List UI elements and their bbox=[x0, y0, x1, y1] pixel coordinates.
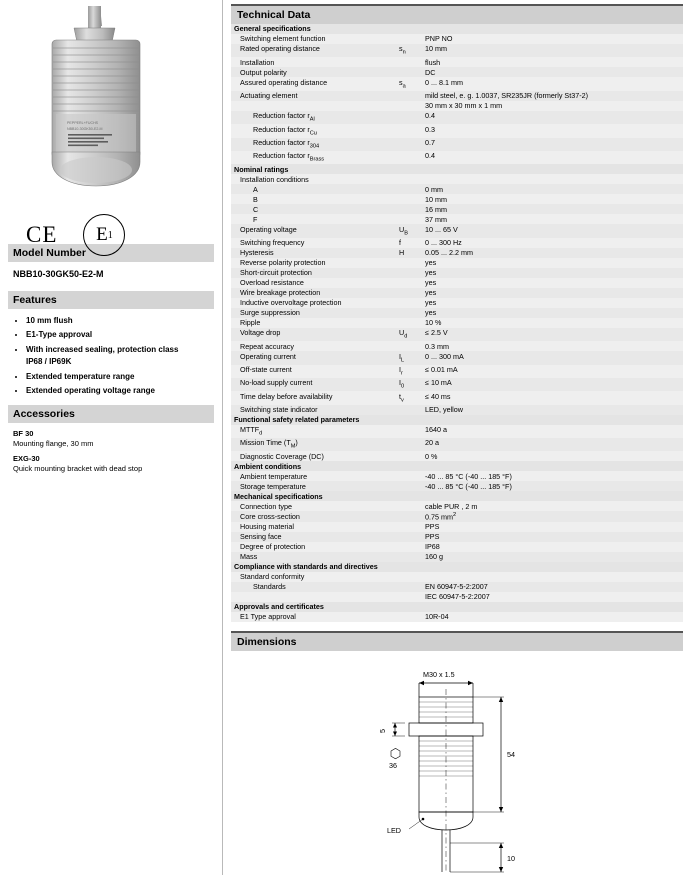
table-row bbox=[231, 612, 683, 622]
dim-flange-label: 5 bbox=[378, 728, 387, 733]
cell-value bbox=[425, 572, 683, 582]
table-group-row bbox=[231, 491, 683, 501]
cell-symbol bbox=[399, 57, 425, 67]
e1-letter: E bbox=[96, 224, 108, 245]
feature-text: With increased sealing, protection class bbox=[26, 344, 179, 354]
cell-label: Standard conformity bbox=[231, 572, 399, 582]
cell-label: Mechanical specifications bbox=[231, 491, 399, 501]
cell-label: Diagnostic Coverage (DC) bbox=[231, 451, 399, 461]
cell-symbol bbox=[399, 405, 425, 415]
cell-label: Switching state indicator bbox=[231, 405, 399, 415]
cell-symbol bbox=[399, 204, 425, 214]
table-row bbox=[231, 184, 683, 194]
accessory-desc: Mounting flange, 30 mm bbox=[13, 439, 94, 449]
cell-label: Reduction factor $r_{Brass}$ bbox=[231, 151, 399, 164]
table-row bbox=[231, 405, 683, 415]
table-row bbox=[231, 378, 683, 391]
cell-value: 10 % bbox=[425, 318, 683, 328]
cell-symbol bbox=[399, 138, 425, 151]
cell-label: Repeat accuracy bbox=[231, 341, 399, 351]
e1-approval-icon bbox=[83, 214, 125, 256]
cell-label: Overload resistance bbox=[231, 278, 399, 288]
cell-symbol bbox=[399, 184, 425, 194]
cell-symbol: $U_d$ bbox=[399, 328, 425, 341]
table-row bbox=[231, 214, 683, 224]
table-row bbox=[231, 67, 683, 77]
cell-value: 0 ... 8.1 mm bbox=[425, 77, 683, 90]
cell-value: ≤ 10 mA bbox=[425, 378, 683, 391]
cell-value: 10 mm bbox=[425, 194, 683, 204]
cell-label: No-load supply current bbox=[231, 378, 399, 391]
cell-label: $MTTF_d$ bbox=[231, 425, 399, 438]
cell-value: yes bbox=[425, 258, 683, 268]
table-row bbox=[231, 522, 683, 532]
cell-symbol: $t_v$ bbox=[399, 391, 425, 404]
cell-symbol bbox=[399, 471, 425, 481]
table-row bbox=[231, 278, 683, 288]
cell-label: Short-circuit protection bbox=[231, 268, 399, 278]
cell-symbol: $s_a$ bbox=[399, 77, 425, 90]
cell-label: Installation bbox=[231, 57, 399, 67]
cell-symbol bbox=[399, 124, 425, 137]
cell-value: 160 g bbox=[425, 552, 683, 562]
cell-symbol bbox=[399, 592, 425, 602]
cell-label: Off-state current bbox=[231, 365, 399, 378]
cell-symbol bbox=[399, 522, 425, 532]
cell-label: Time delay before availability bbox=[231, 391, 399, 404]
cell-value bbox=[425, 461, 683, 471]
cell-value: 37 mm bbox=[425, 214, 683, 224]
cell-value: -40 ... 85 °C (-40 ... 185 °F) bbox=[425, 481, 683, 491]
cell-label: Switching element function bbox=[231, 34, 399, 44]
cell-label: Ambient conditions bbox=[231, 461, 399, 471]
cell-value: 0.3 bbox=[425, 124, 683, 137]
product-photo bbox=[8, 6, 214, 247]
cell-symbol bbox=[399, 415, 425, 425]
right-column bbox=[231, 4, 683, 886]
cell-label: Wire breakage protection bbox=[231, 288, 399, 298]
cell-symbol bbox=[399, 552, 425, 562]
cell-value: ≤ 0.01 mA bbox=[425, 365, 683, 378]
cell-symbol: $I_r$ bbox=[399, 365, 425, 378]
cell-label: Rated operating distance bbox=[231, 44, 399, 57]
cell-symbol bbox=[399, 278, 425, 288]
table-row bbox=[231, 34, 683, 44]
cell-symbol bbox=[399, 532, 425, 542]
cell-symbol bbox=[399, 425, 425, 438]
cell-label: Core cross-section bbox=[231, 511, 399, 521]
table-row bbox=[231, 318, 683, 328]
table-row bbox=[231, 124, 683, 137]
cell-value: PPS bbox=[425, 532, 683, 542]
cell-label bbox=[231, 592, 399, 602]
cell-symbol bbox=[399, 174, 425, 184]
cell-value: DC bbox=[425, 67, 683, 77]
table-row bbox=[231, 511, 683, 521]
table-group-row bbox=[231, 415, 683, 425]
dim-cable-label: 10 bbox=[507, 853, 515, 863]
cell-value: 10 mm bbox=[425, 44, 683, 57]
table-row bbox=[231, 572, 683, 582]
cell-value: yes bbox=[425, 308, 683, 318]
ce-icon: CE bbox=[26, 222, 58, 247]
cell-symbol: $I_L$ bbox=[399, 351, 425, 364]
cell-value: IP68 bbox=[425, 542, 683, 552]
model-number-value: NBB10-30GK50-E2-M bbox=[13, 269, 104, 279]
table-group-row bbox=[231, 24, 683, 34]
cell-label: General specifications bbox=[231, 24, 399, 34]
table-row bbox=[231, 592, 683, 602]
table-row bbox=[231, 365, 683, 378]
table-row bbox=[231, 582, 683, 592]
dim-hex-label: 36 bbox=[389, 760, 397, 770]
cell-symbol bbox=[399, 288, 425, 298]
feature-text: IP68 / IP69K bbox=[26, 357, 72, 367]
cell-value bbox=[425, 164, 683, 174]
cell-symbol bbox=[399, 572, 425, 582]
table-row bbox=[231, 174, 683, 184]
table-row bbox=[231, 288, 683, 298]
cell-value: 10 ... 65 V bbox=[425, 224, 683, 237]
cell-symbol bbox=[399, 451, 425, 461]
cell-symbol bbox=[399, 491, 425, 501]
cell-value: 30 mm x 30 mm x 1 mm bbox=[425, 101, 683, 111]
cell-symbol: $s_n$ bbox=[399, 44, 425, 57]
cell-label: Operating current bbox=[231, 351, 399, 364]
e1-digit: 1 bbox=[107, 229, 113, 241]
list-item bbox=[26, 344, 214, 369]
cell-label: Reverse polarity protection bbox=[231, 258, 399, 268]
cell-label: Approvals and certificates bbox=[231, 602, 399, 612]
certification-marks bbox=[26, 214, 125, 256]
cell-symbol bbox=[399, 501, 425, 511]
cell-value bbox=[425, 24, 683, 34]
dim-height-label: 54 bbox=[507, 749, 515, 759]
cell-label: Mass bbox=[231, 552, 399, 562]
cell-label: A bbox=[231, 184, 399, 194]
svg-text:NBB10-30GK50-E2-M: NBB10-30GK50-E2-M bbox=[67, 127, 103, 131]
cell-symbol bbox=[399, 151, 425, 164]
left-column bbox=[0, 0, 222, 875]
cell-label: F bbox=[231, 214, 399, 224]
cell-label: Inductive overvoltage protection bbox=[231, 298, 399, 308]
cell-label: Reduction factor $r_{304}$ bbox=[231, 138, 399, 151]
cell-symbol: $I_0$ bbox=[399, 378, 425, 391]
cell-label: Hysteresis bbox=[231, 248, 399, 258]
table-row bbox=[231, 91, 683, 101]
cell-value: 0.7 bbox=[425, 138, 683, 151]
cell-symbol bbox=[399, 101, 425, 111]
features-header: Features bbox=[8, 291, 214, 309]
cell-symbol bbox=[399, 562, 425, 572]
cell-value: PNP NO bbox=[425, 34, 683, 44]
cell-value: 0.05 ... 2.2 mm bbox=[425, 248, 683, 258]
table-row bbox=[231, 194, 683, 204]
cell-value: flush bbox=[425, 57, 683, 67]
cell-value: 0 % bbox=[425, 451, 683, 461]
cell-label bbox=[231, 101, 399, 111]
cell-symbol bbox=[399, 481, 425, 491]
cell-value: LED, yellow bbox=[425, 405, 683, 415]
cell-label: Storage temperature bbox=[231, 481, 399, 491]
table-row bbox=[231, 391, 683, 404]
list-item: • Extended operating voltage range bbox=[26, 385, 214, 397]
table-row bbox=[231, 341, 683, 351]
table-group-row bbox=[231, 602, 683, 612]
svg-text:PEPPERL+FUCHS: PEPPERL+FUCHS bbox=[67, 121, 99, 125]
list-item: • 10 mm flush bbox=[26, 315, 214, 327]
cell-symbol bbox=[399, 341, 425, 351]
cell-value: 0 ... 300 mA bbox=[425, 351, 683, 364]
table-row bbox=[231, 44, 683, 57]
cell-symbol bbox=[399, 214, 425, 224]
cell-value: mild steel, e. g. 1.0037, SR235JR (formerly St37-2) bbox=[425, 91, 683, 101]
table-row bbox=[231, 532, 683, 542]
technical-data-header: Technical Data bbox=[231, 4, 683, 24]
cell-value bbox=[425, 174, 683, 184]
accessory-name: BF 30 bbox=[13, 429, 34, 439]
cell-label: Ripple bbox=[231, 318, 399, 328]
table-row bbox=[231, 308, 683, 318]
cell-symbol bbox=[399, 318, 425, 328]
cell-symbol bbox=[399, 194, 425, 204]
cell-value: 0 ... 300 Hz bbox=[425, 238, 683, 248]
table-row bbox=[231, 298, 683, 308]
cell-symbol: H bbox=[399, 248, 425, 258]
cell-label: Voltage drop bbox=[231, 328, 399, 341]
cell-value bbox=[425, 562, 683, 572]
table-row bbox=[231, 101, 683, 111]
accessory-desc: Quick mounting bracket with dead stop bbox=[13, 463, 143, 473]
cell-label: Connection type bbox=[231, 501, 399, 511]
cell-symbol bbox=[399, 91, 425, 101]
cell-value: -40 ... 85 °C (-40 ... 185 °F) bbox=[425, 471, 683, 481]
table-row bbox=[231, 258, 683, 268]
list-item: • E1-Type approval bbox=[26, 329, 214, 341]
cell-value: cable PUR , 2 m bbox=[425, 501, 683, 511]
table-group-row bbox=[231, 164, 683, 174]
table-row bbox=[231, 224, 683, 237]
cell-symbol bbox=[399, 308, 425, 318]
model-number-header: Model Number bbox=[8, 244, 214, 262]
table-row bbox=[231, 542, 683, 552]
table-row bbox=[231, 438, 683, 451]
cell-label: C bbox=[231, 204, 399, 214]
cell-value bbox=[425, 491, 683, 501]
technical-data-table bbox=[231, 24, 683, 622]
cell-value: yes bbox=[425, 298, 683, 308]
cell-label: Switching frequency bbox=[231, 238, 399, 248]
cell-value bbox=[425, 602, 683, 612]
cell-symbol bbox=[399, 258, 425, 268]
cell-value: yes bbox=[425, 278, 683, 288]
cell-label: Installation conditions bbox=[231, 174, 399, 184]
table-row bbox=[231, 248, 683, 258]
accessories-list bbox=[8, 423, 214, 474]
table-row bbox=[231, 77, 683, 90]
cell-label: Reduction factor $r_{Cu}$ bbox=[231, 124, 399, 137]
cell-value: yes bbox=[425, 268, 683, 278]
cell-value: yes bbox=[425, 288, 683, 298]
dimensions-drawing bbox=[231, 651, 683, 886]
cell-value: PPS bbox=[425, 522, 683, 532]
cell-symbol bbox=[399, 24, 425, 34]
cell-symbol bbox=[399, 511, 425, 521]
table-row bbox=[231, 138, 683, 151]
cell-value: EN 60947-5-2:2007 bbox=[425, 582, 683, 592]
table-row bbox=[231, 238, 683, 248]
cell-symbol bbox=[399, 602, 425, 612]
cell-value: 0.4 bbox=[425, 151, 683, 164]
cell-value: IEC 60947-5-2:2007 bbox=[425, 592, 683, 602]
column-divider bbox=[222, 0, 223, 875]
cell-symbol bbox=[399, 542, 425, 552]
cell-label: E1 Type approval bbox=[231, 612, 399, 622]
cell-symbol bbox=[399, 461, 425, 471]
sensor-illustration bbox=[22, 6, 182, 211]
features-list bbox=[8, 315, 214, 397]
table-row bbox=[231, 425, 683, 438]
table-row bbox=[231, 481, 683, 491]
list-item: • Extended temperature range bbox=[26, 371, 214, 383]
cell-symbol bbox=[399, 164, 425, 174]
cell-label: Ambient temperature bbox=[231, 471, 399, 481]
cell-symbol bbox=[399, 298, 425, 308]
cell-label: Mission Time $(T_M)$ bbox=[231, 438, 399, 451]
table-row bbox=[231, 204, 683, 214]
cell-value: ≤ 2.5 V bbox=[425, 328, 683, 341]
cell-label: Actuating element bbox=[231, 91, 399, 101]
accessories-header: Accessories bbox=[8, 405, 214, 423]
cell-symbol bbox=[399, 34, 425, 44]
cell-symbol: $U_B$ bbox=[399, 224, 425, 237]
cell-label: Operating voltage bbox=[231, 224, 399, 237]
cell-label: Reduction factor $r_{Al}$ bbox=[231, 111, 399, 124]
cell-value: 0 mm bbox=[425, 184, 683, 194]
dimension-diagram bbox=[361, 657, 571, 882]
cell-label: Assured operating distance bbox=[231, 77, 399, 90]
table-row bbox=[231, 471, 683, 481]
table-group-row bbox=[231, 562, 683, 572]
cell-symbol bbox=[399, 438, 425, 451]
cell-label: Standards bbox=[231, 582, 399, 592]
cell-label: Functional safety related parameters bbox=[231, 415, 399, 425]
table-row bbox=[231, 111, 683, 124]
table-row bbox=[231, 501, 683, 511]
accessory-name: EXG-30 bbox=[13, 453, 40, 463]
cell-symbol: f bbox=[399, 238, 425, 248]
table-row bbox=[231, 351, 683, 364]
table-row bbox=[231, 552, 683, 562]
cell-symbol bbox=[399, 612, 425, 622]
cell-value: 0.3 mm bbox=[425, 341, 683, 351]
cell-label: Surge suppression bbox=[231, 308, 399, 318]
cell-label: Compliance with standards and directives bbox=[231, 562, 399, 572]
cell-value: 20 a bbox=[425, 438, 683, 451]
cell-symbol bbox=[399, 268, 425, 278]
cell-label: Sensing face bbox=[231, 532, 399, 542]
cell-value: 0.75 $mm^2$ bbox=[425, 511, 683, 521]
cell-value: 10R-04 bbox=[425, 612, 683, 622]
cell-value: 1640 a bbox=[425, 425, 683, 438]
cell-value bbox=[425, 415, 683, 425]
cell-label: B bbox=[231, 194, 399, 204]
table-row bbox=[231, 57, 683, 67]
table-row bbox=[231, 151, 683, 164]
cell-value: 0.4 bbox=[425, 111, 683, 124]
cell-symbol bbox=[399, 582, 425, 592]
table-row bbox=[231, 268, 683, 278]
table-row bbox=[231, 328, 683, 341]
cell-label: Nominal ratings bbox=[231, 164, 399, 174]
cell-symbol bbox=[399, 111, 425, 124]
cell-label: Degree of protection bbox=[231, 542, 399, 552]
cell-symbol bbox=[399, 67, 425, 77]
dim-led-label: LED bbox=[387, 825, 401, 835]
cell-value: ≤ 40 ms bbox=[425, 391, 683, 404]
cell-value: 16 mm bbox=[425, 204, 683, 214]
table-row bbox=[231, 451, 683, 461]
dimensions-header: Dimensions bbox=[231, 631, 683, 651]
dim-thread-label: M30 x 1.5 bbox=[423, 669, 455, 679]
cell-label: Output polarity bbox=[231, 67, 399, 77]
cell-label: Housing material bbox=[231, 522, 399, 532]
table-group-row bbox=[231, 461, 683, 471]
